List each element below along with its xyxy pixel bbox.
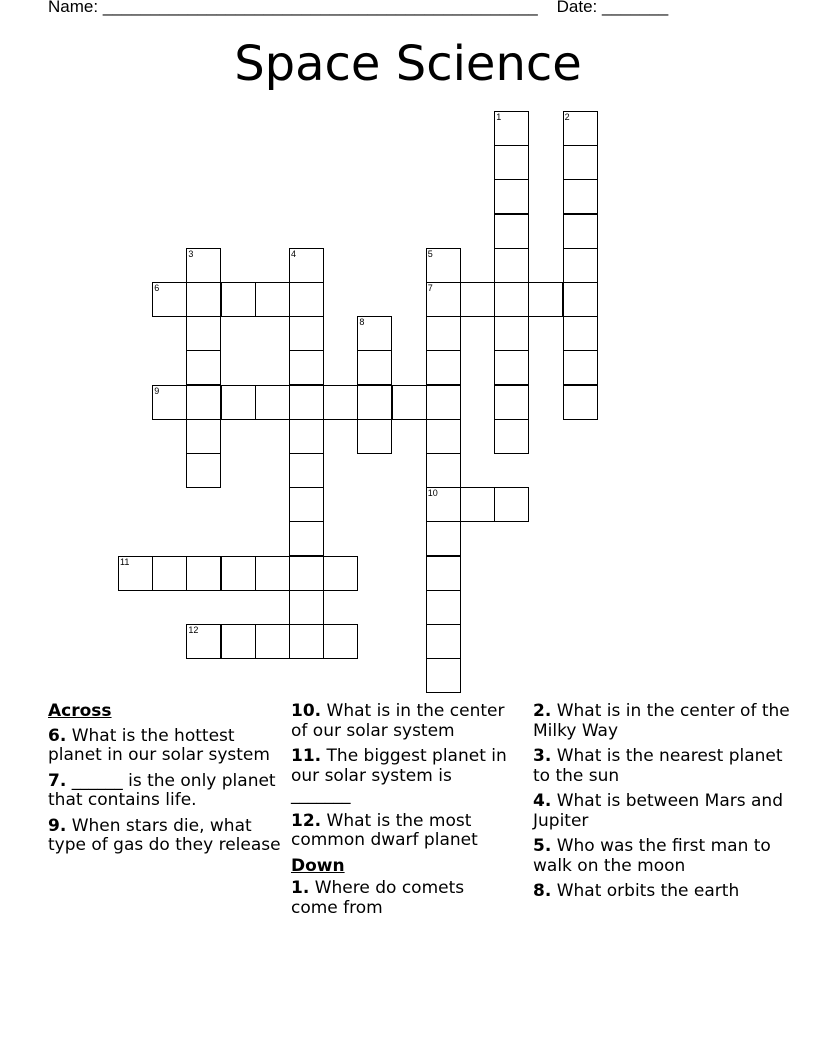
- grid-cell-r14-c9[interactable]: [426, 590, 461, 625]
- clue-down-3: 3. What is the nearest planet to the sun: [533, 746, 783, 786]
- grid-cell-r6-c5[interactable]: [289, 316, 324, 351]
- clue-number-10: 10: [427, 488, 438, 499]
- grid-cell-r4-c13[interactable]: [563, 248, 598, 283]
- clue-number-6: 6: [154, 283, 160, 293]
- grid-cell-r6-c2[interactable]: [186, 316, 221, 351]
- grid-cell-r4-c9[interactable]: [426, 248, 461, 283]
- grid-cell-r15-c2[interactable]: [186, 624, 221, 659]
- name-label: Name:: [48, 0, 99, 16]
- grid-cell-r0-c13[interactable]: [563, 111, 598, 146]
- grid-cell-r2-c13[interactable]: [563, 179, 598, 214]
- down-heading: Down: [291, 855, 345, 876]
- grid-cell-r12-c5[interactable]: [289, 521, 324, 556]
- grid-cell-r7-c5[interactable]: [289, 350, 324, 385]
- grid-cell-r8-c6[interactable]: [323, 385, 358, 420]
- clue-number-11: 11: [120, 556, 130, 567]
- grid-cell-r4-c2[interactable]: [186, 248, 221, 283]
- grid-cell-r5-c13[interactable]: [563, 282, 598, 317]
- grid-cell-r5-c10[interactable]: [460, 282, 495, 317]
- clue-number-9: 9: [154, 385, 160, 396]
- grid-cell-r5-c4[interactable]: [255, 282, 290, 317]
- grid-cell-r10-c2[interactable]: [186, 453, 221, 488]
- clue-number-7: 7: [427, 283, 433, 293]
- grid-cell-r5-c1[interactable]: [152, 282, 187, 317]
- grid-cell-r5-c9[interactable]: [426, 282, 461, 317]
- grid-cell-r9-c9[interactable]: [426, 419, 461, 454]
- grid-cell-r13-c6[interactable]: [323, 556, 358, 591]
- grid-cell-r7-c7[interactable]: [357, 350, 392, 385]
- grid-cell-r15-c4[interactable]: [255, 624, 290, 659]
- grid-cell-r16-c9[interactable]: [426, 658, 461, 693]
- grid-cell-r9-c2[interactable]: [186, 419, 221, 454]
- grid-cell-r5-c12[interactable]: [528, 282, 563, 317]
- grid-cell-r7-c11[interactable]: [494, 350, 529, 385]
- clue-across-10: 10. What is in the center of our solar system: [291, 701, 505, 741]
- grid-cell-r13-c3[interactable]: [221, 556, 256, 591]
- clue-column-3: [533, 702, 795, 908]
- grid-cell-r15-c5[interactable]: [289, 624, 324, 659]
- date-blank[interactable]: _______: [602, 0, 669, 16]
- clue-across-6: 6. What is the hottest planet in our solar system: [48, 725, 270, 765]
- grid-cell-r6-c13[interactable]: [563, 316, 598, 351]
- grid-cell-r1-c11[interactable]: [494, 145, 529, 180]
- clue-down-2: 2. What is in the center of the Milky Way: [533, 701, 790, 741]
- grid-cell-r10-c9[interactable]: [426, 453, 461, 488]
- clue-across-7: 7. ______ is the only planet that contains life.: [48, 770, 276, 810]
- grid-cell-r13-c2[interactable]: [186, 556, 221, 591]
- clue-number-3: 3: [188, 248, 194, 259]
- grid-cell-r11-c5[interactable]: [289, 487, 324, 522]
- grid-cell-r8-c9[interactable]: [426, 385, 461, 420]
- clue-number-1: 1: [496, 112, 502, 122]
- grid-cell-r8-c3[interactable]: [221, 385, 256, 420]
- grid-cell-r12-c9[interactable]: [426, 521, 461, 556]
- clue-down-5: 5. Who was the first man to walk on the moon: [533, 836, 771, 876]
- clue-down-1: 1. Where do comets come from: [291, 878, 465, 918]
- grid-cell-r4-c11[interactable]: [494, 248, 529, 283]
- grid-cell-r9-c5[interactable]: [289, 419, 324, 454]
- grid-cell-r15-c9[interactable]: [426, 624, 461, 659]
- grid-cell-r13-c4[interactable]: [255, 556, 290, 591]
- grid-cell-r13-c0[interactable]: [118, 556, 153, 591]
- grid-cell-r13-c9[interactable]: [426, 556, 461, 591]
- grid-cell-r13-c5[interactable]: [289, 556, 324, 591]
- grid-cell-r9-c11[interactable]: [494, 419, 529, 454]
- clue-column-1: [48, 702, 288, 862]
- grid-cell-r0-c11[interactable]: [494, 111, 529, 146]
- grid-cell-r7-c2[interactable]: [186, 350, 221, 385]
- clue-number-8: 8: [359, 317, 365, 328]
- grid-cell-r3-c13[interactable]: [563, 214, 598, 249]
- across-heading: Across: [48, 701, 112, 721]
- grid-cell-r8-c4[interactable]: [255, 385, 290, 420]
- grid-cell-r5-c11[interactable]: [494, 282, 529, 317]
- clue-number-2: 2: [564, 112, 570, 122]
- grid-cell-r8-c5[interactable]: [289, 385, 324, 420]
- grid-cell-r5-c2[interactable]: [186, 282, 221, 317]
- clue-down-8: 8. What orbits the earth: [533, 881, 740, 901]
- clue-number-4: 4: [291, 248, 297, 259]
- grid-cell-r8-c1[interactable]: [152, 385, 187, 420]
- grid-cell-r4-c5[interactable]: [289, 248, 324, 283]
- grid-cell-r8-c7[interactable]: [357, 385, 392, 420]
- grid-cell-r5-c5[interactable]: [289, 282, 324, 317]
- grid-cell-r11-c10[interactable]: [460, 487, 495, 522]
- grid-cell-r15-c6[interactable]: [323, 624, 358, 659]
- grid-cell-r13-c1[interactable]: [152, 556, 187, 591]
- grid-cell-r6-c9[interactable]: [426, 316, 461, 351]
- grid-cell-r7-c9[interactable]: [426, 350, 461, 385]
- name-blank[interactable]: ______________________________________________: [102, 0, 538, 16]
- grid-cell-r11-c11[interactable]: [494, 487, 529, 522]
- grid-cell-r1-c13[interactable]: [563, 145, 598, 180]
- clue-down-4: 4. What is between Mars and Jupiter: [533, 791, 783, 831]
- grid-cell-r6-c7[interactable]: [357, 316, 392, 351]
- grid-cell-r5-c3[interactable]: [221, 282, 256, 317]
- grid-cell-r8-c11[interactable]: [494, 385, 529, 420]
- date-label: Date:: [556, 0, 598, 16]
- grid-cell-r2-c11[interactable]: [494, 179, 529, 214]
- grid-cell-r8-c8[interactable]: [392, 385, 427, 420]
- clue-column-2: [291, 702, 509, 924]
- page-title: Space Science: [234, 36, 582, 92]
- grid-cell-r9-c7[interactable]: [357, 419, 392, 454]
- grid-cell-r6-c11[interactable]: [494, 316, 529, 351]
- grid-cell-r15-c3[interactable]: [221, 624, 256, 659]
- clue-across-11: 11. The biggest planet in our solar system is _______: [291, 746, 507, 805]
- clue-number-5: 5: [427, 248, 433, 259]
- clue-across-12: 12. What is the most common dwarf planet: [291, 810, 478, 850]
- grid-cell-r8-c2[interactable]: [186, 385, 221, 420]
- grid-cell-r7-c13[interactable]: [563, 350, 598, 385]
- grid-cell-r14-c5[interactable]: [289, 590, 324, 625]
- clue-across-9: 9. When stars die, what type of gas do they release: [48, 815, 281, 855]
- grid-cell-r10-c5[interactable]: [289, 453, 324, 488]
- grid-cell-r8-c13[interactable]: [563, 385, 598, 420]
- grid-cell-r3-c11[interactable]: [494, 214, 529, 249]
- clue-number-12: 12: [188, 625, 199, 635]
- grid-cell-r11-c9[interactable]: [426, 487, 461, 522]
